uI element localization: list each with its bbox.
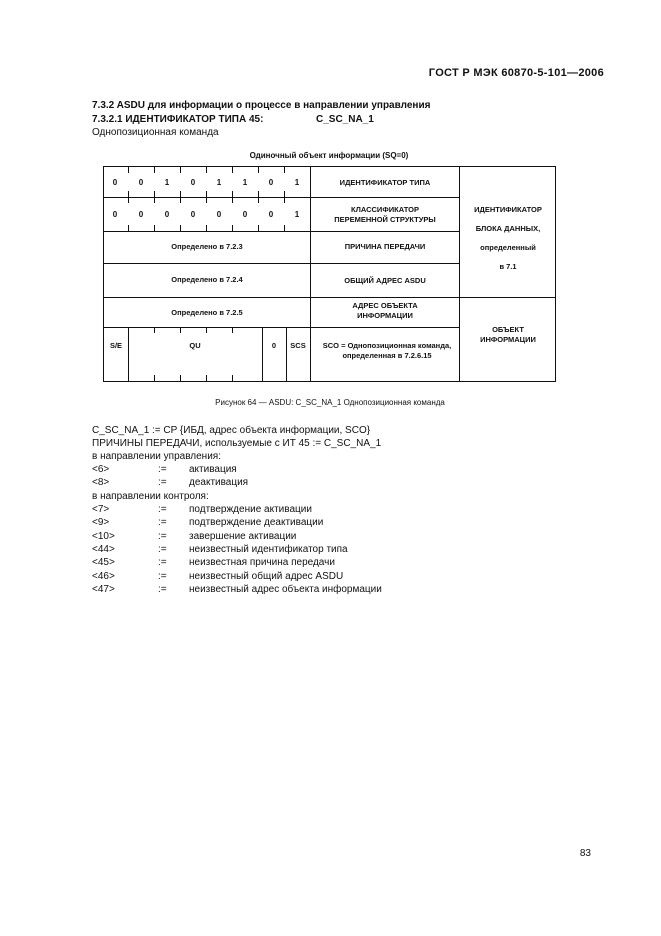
cause-op: := bbox=[158, 531, 167, 542]
cot-usage-line: ПРИЧИНЫ ПЕРЕДАЧИ, используемые с ИТ 45 := C_SC_NA_1 bbox=[92, 438, 382, 449]
bit-value: 1 bbox=[164, 178, 170, 187]
ioa-label-line: АДРЕС ОБЪЕКТА bbox=[352, 301, 418, 310]
bit-value: 0 bbox=[190, 178, 196, 187]
ioa-label-line: ИНФОРМАЦИИ bbox=[357, 311, 413, 320]
bit-value: 0 bbox=[216, 210, 222, 219]
monitor-direction-heading: в направлении контроля: bbox=[92, 491, 209, 502]
cause-op: := bbox=[158, 477, 167, 488]
bit-value: 1 bbox=[242, 178, 248, 187]
cause-text: неизвестная причина передачи bbox=[189, 557, 335, 568]
standard-header: ГОСТ Р МЭК 60870-5-101—2006 bbox=[428, 67, 604, 79]
information-object-label bbox=[460, 325, 556, 345]
bit-value: 0 bbox=[268, 210, 274, 219]
cause-text: завершение активации bbox=[189, 531, 297, 542]
cause-code: <7> bbox=[92, 504, 110, 515]
vsq-field-label bbox=[312, 205, 458, 225]
common-address-field-label: ОБЩИЙ АДРЕС ASDU bbox=[344, 276, 426, 285]
se-field: S/E bbox=[109, 341, 123, 350]
bit-value: 0 bbox=[138, 178, 144, 187]
cause-op: := bbox=[158, 584, 167, 595]
cause-code: <6> bbox=[92, 464, 110, 475]
bit-value: 0 bbox=[190, 210, 196, 219]
block-label-line: ИДЕНТИФИКАТОР bbox=[474, 205, 542, 214]
cause-text: неизвестный идентификатор типа bbox=[189, 544, 348, 555]
section-description: Однопозиционная команда bbox=[92, 127, 219, 138]
scs-field: SCS bbox=[290, 341, 306, 350]
cot-definition-ref: Определено в 7.2.3 bbox=[171, 242, 243, 251]
cause-op: := bbox=[158, 517, 167, 528]
figure-caption: Рисунок 64 — ASDU: C_SC_NA_1 Однопозиционная команда bbox=[215, 398, 445, 407]
cause-text: неизвестный адрес объекта информации bbox=[189, 584, 382, 595]
cause-code: <8> bbox=[92, 477, 110, 488]
object-label-line: ОБЪЕКТ bbox=[492, 325, 524, 334]
bit-value: 0 bbox=[112, 178, 118, 187]
bit-value: 1 bbox=[294, 210, 300, 219]
cause-op: := bbox=[158, 464, 167, 475]
bit-value: 0 bbox=[112, 210, 118, 219]
bit-value: 0 bbox=[268, 178, 274, 187]
cot-field-label: ПРИЧИНА ПЕРЕДАЧИ bbox=[344, 242, 426, 251]
cause-op: := bbox=[158, 571, 167, 582]
bit-value: 1 bbox=[216, 178, 222, 187]
sco-label-line: определенная в 7.2.6.15 bbox=[342, 351, 432, 360]
cause-text: активация bbox=[189, 464, 237, 475]
block-label-line: в 7.1 bbox=[499, 262, 517, 271]
cause-op: := bbox=[158, 557, 167, 568]
bit-value: 0 bbox=[138, 210, 144, 219]
cause-code: <47> bbox=[92, 584, 115, 595]
block-label-line: БЛОКА ДАННЫХ, bbox=[475, 224, 541, 233]
definition-line: C_SC_NA_1 := CP {ИБД, адрес объекта информации, SCO} bbox=[92, 425, 371, 436]
type-id-heading bbox=[92, 114, 374, 125]
cause-text: подтверждение деактивации bbox=[189, 517, 324, 528]
reserved-zero-field: 0 bbox=[271, 341, 277, 350]
ioa-field-label bbox=[312, 301, 458, 321]
cause-text: подтверждение активации bbox=[189, 504, 312, 515]
sco-field-label bbox=[312, 341, 462, 361]
bit-value: 1 bbox=[294, 178, 300, 187]
asdu-structure-table bbox=[103, 166, 556, 382]
vsq-label-line: КЛАССИФИКАТОР bbox=[351, 205, 419, 214]
type-id-code: C_SC_NA_1 bbox=[316, 114, 374, 125]
cause-code: <46> bbox=[92, 571, 115, 582]
ioa-definition-ref: Определено в 7.2.5 bbox=[171, 308, 243, 317]
type-id-label: 7.3.2.1 ИДЕНТИФИКАТОР ТИПА 45: bbox=[92, 114, 264, 125]
block-label-line: определенный bbox=[480, 243, 536, 252]
control-direction-heading: в направлении управления: bbox=[92, 451, 221, 462]
bit-value: 0 bbox=[164, 210, 170, 219]
cause-code: <44> bbox=[92, 544, 115, 555]
section-title: 7.3.2 ASDU для информации о процессе в направлении управления bbox=[92, 100, 431, 111]
bit-value: 0 bbox=[242, 210, 248, 219]
object-label-line: ИНФОРМАЦИИ bbox=[480, 335, 536, 344]
cause-code: <9> bbox=[92, 517, 110, 528]
page-number: 83 bbox=[579, 848, 591, 859]
cause-code: <45> bbox=[92, 557, 115, 568]
cause-op: := bbox=[158, 544, 167, 555]
common-address-definition-ref: Определено в 7.2.4 bbox=[171, 275, 243, 284]
vsq-label-line: ПЕРЕМЕННОЙ СТРУКТУРЫ bbox=[334, 215, 436, 224]
cause-text: деактивация bbox=[189, 477, 249, 488]
sco-label-line: SCO = Однопозиционная команда, bbox=[322, 341, 452, 350]
type-id-field-label: ИДЕНТИФИКАТОР ТИПА bbox=[339, 178, 431, 187]
figure-title: Одиночный объект информации (SQ=0) bbox=[249, 151, 409, 160]
data-unit-identifier-label bbox=[460, 200, 556, 276]
cause-text: неизвестный общий адрес ASDU bbox=[189, 571, 344, 582]
cause-code: <10> bbox=[92, 531, 115, 542]
qu-field: QU bbox=[189, 341, 201, 350]
cause-op: := bbox=[158, 504, 167, 515]
